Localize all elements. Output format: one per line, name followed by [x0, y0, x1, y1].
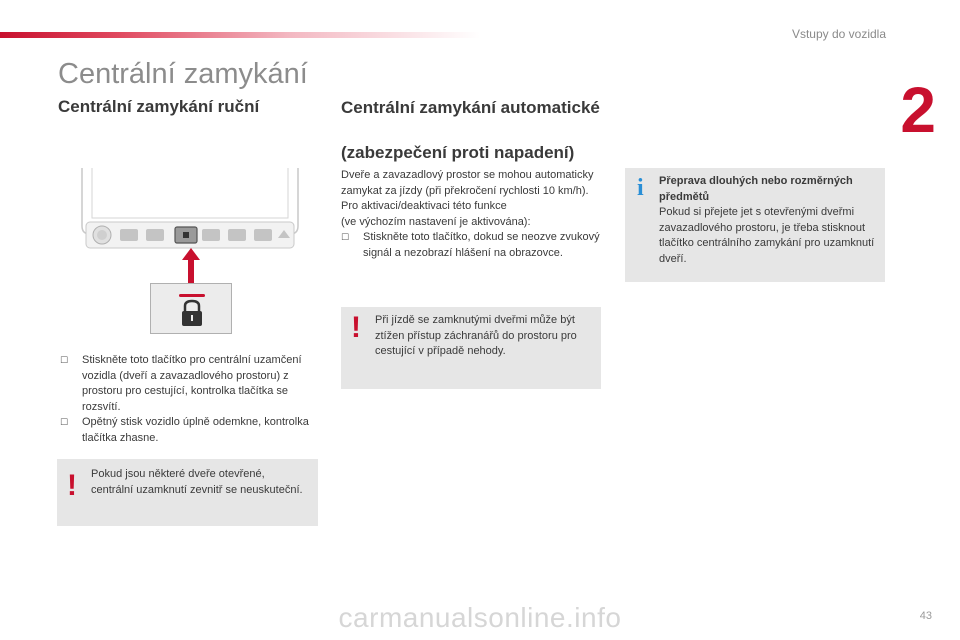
checkbox-bullet-icon: ☐ [60, 355, 69, 365]
padlock-icon [151, 284, 233, 335]
list-item [60, 415, 318, 446]
info-text: Pokud si přejete jet s otevřenými dveřmi zavazadlového prostoru, je třeba stisknout tlačítko centrálního zamykání pro uzamknutí dveří. [659, 206, 875, 265]
warning-box-manual [57, 459, 318, 526]
info-title: Přeprava dlouhých nebo rozměrných předmětů [659, 175, 853, 203]
list-item [341, 230, 603, 261]
auto-subheading: (zabezpečení proti napadení) [341, 143, 575, 162]
auto-intro: Dveře a zavazadlový prostor se mohou automaticky zamykat za jízdy (při překročení rychlosti 10 km/h). [341, 169, 594, 197]
header-accent-bar [0, 32, 480, 38]
auto-intro-3: (ve výchozím nastavení je aktivována): [341, 215, 531, 228]
list-item-text: Opětný stisk vozidlo úplně odemkne, kontrolka tlačítka zhasne. [82, 416, 309, 444]
checkbox-bullet-icon: ☐ [341, 232, 350, 242]
checkbox-bullet-icon: ☐ [60, 417, 69, 427]
list-item [60, 353, 318, 415]
list-item-text: Stiskněte toto tlačítko, dokud se neozve zvukový signál a nezobrazí hlášení na obrazovce. [363, 231, 600, 259]
page-title: Centrální zamykání [58, 58, 308, 90]
section-title: Vstupy do vozidla [791, 27, 886, 41]
info-icon: i [637, 175, 644, 201]
exclamation-icon: ! [351, 311, 361, 344]
auto-heading: Centrální zamykání automatické [341, 98, 600, 117]
page-number: 43 [919, 610, 932, 622]
chapter-number: 2 [900, 74, 936, 146]
lock-button-closeup [150, 283, 232, 334]
list-item-text: Stiskněte toto tlačítko pro centrální uzamčení vozidla (dveří a zavazadlového prostoru) z prostoru pro cestující, kontrolka tlačítka se rozsvítí. [82, 354, 302, 413]
manual-heading: Centrální zamykání ruční [58, 97, 260, 116]
info-content [659, 174, 879, 267]
manual-instructions [60, 353, 318, 446]
info-box [625, 168, 885, 282]
watermark: carmanualsonline.info [338, 602, 622, 633]
auto-intro-2: Pro aktivaci/deaktivaci této funkce [341, 200, 507, 212]
exclamation-icon: ! [67, 469, 77, 502]
auto-instructions [341, 168, 603, 261]
warning-text: Pokud jsou některé dveře otevřené, centrální uzamknutí zevnitř se neuskuteční. [91, 468, 303, 496]
warning-text: Při jízdě se zamknutými dveřmi může být ztížen přístup záchranářů do prostoru pro cestující v případě nehody. [375, 314, 577, 357]
warning-box-auto [341, 307, 601, 389]
